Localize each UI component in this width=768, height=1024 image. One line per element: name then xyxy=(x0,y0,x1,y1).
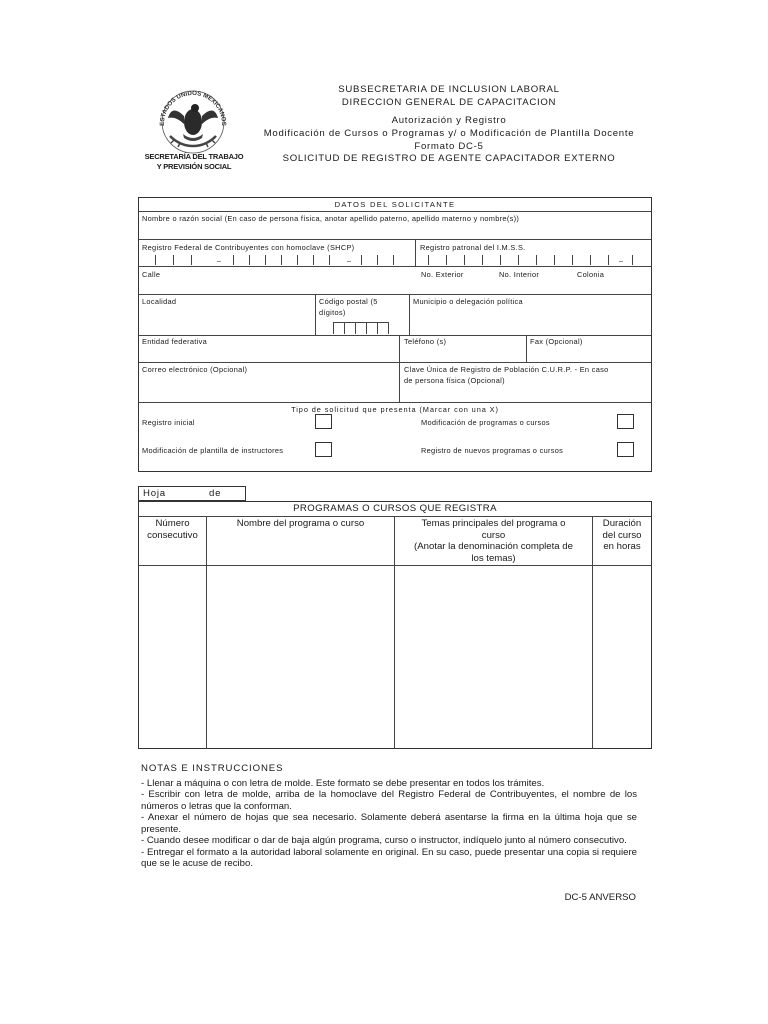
duration-cell[interactable] xyxy=(593,566,651,748)
sheet-number-box[interactable] xyxy=(138,486,246,501)
postal-code-boxes[interactable] xyxy=(333,322,393,335)
postal-code-label: Código postal (5 xyxy=(319,297,378,306)
curp-field-label-2: de persona física (Opcional) xyxy=(404,376,505,385)
address-field[interactable] xyxy=(139,280,651,293)
program-name-cell[interactable] xyxy=(207,566,394,748)
header-authorization: Autorización y Registro xyxy=(391,115,507,126)
state-field-label: Entidad federativa xyxy=(142,337,207,346)
ext-number-label: No. Exterior xyxy=(421,270,464,279)
col-header-number: Número consecutivo xyxy=(147,518,198,541)
sheet-of-label: de xyxy=(209,488,222,499)
header-modification: Modificación de Cursos o Programas y/ o Modificación de Plantilla Docente xyxy=(263,128,635,139)
new-programs-label: Registro de nuevos programas o cursos xyxy=(421,446,564,455)
header-form-title: SOLICITUD DE REGISTRO DE AGENTE CAPACITADOR EXTERNO xyxy=(282,153,616,164)
programs-table-title: PROGRAMAS O CURSOS QUE REGISTRA xyxy=(293,503,497,514)
imss-input-boxes[interactable]: _ xyxy=(416,254,651,266)
new-programs-checkbox[interactable] xyxy=(617,442,634,457)
fax-field-label: Fax (Opcional) xyxy=(530,337,583,346)
ministry-line-2: Y PREVISIÓN SOCIAL xyxy=(156,162,232,171)
phone-field-label: Teléfono (s) xyxy=(404,337,447,346)
sheet-label: Hoja xyxy=(143,488,166,499)
colonia-label: Colonia xyxy=(577,270,605,279)
note-item: - Llenar a máquina o con letra de molde. Este formato se debe presentar en todos los trámites. xyxy=(141,777,545,789)
name-field[interactable] xyxy=(139,224,651,238)
mexican-coat-of-arms-seal xyxy=(150,82,236,154)
int-number-label: No. Interior xyxy=(499,270,540,279)
initial-registration-checkbox[interactable] xyxy=(315,414,332,429)
col-header-topics: Temas principales del programa o curso (Anotar la denominación completa de los temas) xyxy=(414,518,573,564)
modify-instructors-label: Modificación de plantilla de instructores xyxy=(142,446,284,455)
locality-field-label: Localidad xyxy=(142,297,177,306)
note-item: - Cuando desee modificar o dar de baja algún programa, curso o instructor, indíquelo junto al número consecutivo. xyxy=(141,835,627,846)
note-item: - Anexar el número de hojas que sea necesario. Solamente deberá asentarse la firma en la última hoja que se presente. xyxy=(141,812,637,835)
request-type-title: Tipo de solicitud que presenta (Marcar con una X) xyxy=(291,405,499,414)
postal-code-label-2: dígitos) xyxy=(319,308,346,317)
notes-section xyxy=(141,763,637,870)
modify-instructors-checkbox[interactable] xyxy=(315,442,332,457)
col-header-duration: Duración del curso en horas xyxy=(602,518,642,552)
header-form-number: Formato DC-5 xyxy=(414,141,484,152)
ministry-line-1: SECRETARÍA DEL TRABAJO xyxy=(144,152,244,161)
name-field-label: Nombre o razón social (En caso de persona física, anotar apellido paterno, apellido materno y nombre(s)) xyxy=(142,214,520,223)
section-title-applicant: DATOS DEL SOLICITANTE xyxy=(334,200,456,209)
header-undersecretariat: SUBSECRETARIA DE INCLUSION LABORAL xyxy=(338,84,560,95)
street-field-label: Calle xyxy=(142,270,161,279)
curp-field-label: Clave Única de Registro de Población C.U.R.P. - En caso xyxy=(404,365,609,374)
imss-field-label: Registro patronal del I.M.S.S. xyxy=(420,243,526,252)
notes-title: NOTAS E INSTRUCCIONES xyxy=(141,763,284,774)
rfc-input-boxes[interactable]: _ _ xyxy=(139,254,414,266)
ministry-name xyxy=(136,152,252,172)
svg-text:ESTADOS UNIDOS MEXICANOS: ESTADOS UNIDOS MEXICANOS xyxy=(158,89,228,126)
number-cell[interactable] xyxy=(139,566,206,748)
modify-programs-checkbox[interactable] xyxy=(617,414,634,429)
col-header-program-name: Nombre del programa o curso xyxy=(236,518,365,529)
form-side-label: DC-5 ANVERSO xyxy=(564,892,636,903)
note-item: - Entregar el formato a la autoridad laboral solamente en original. En su caso, puede presentar una copia si requiere que se le acuse de recibo. xyxy=(141,846,637,869)
programs-table xyxy=(138,501,652,749)
modify-programs-label: Modificación de programas o cursos xyxy=(421,418,550,427)
municipality-field-label: Municipio o delegación política xyxy=(413,297,523,306)
topics-cell[interactable] xyxy=(395,566,592,748)
applicant-data-form xyxy=(138,197,652,472)
email-field-label: Correo electrónico (Opcional) xyxy=(142,365,248,374)
header-directorate: DIRECCION GENERAL DE CAPACITACION xyxy=(341,97,557,108)
initial-registration-label: Registro inicial xyxy=(142,418,195,427)
rfc-field-label: Registro Federal de Contribuyentes con homoclave (SHCP) xyxy=(142,243,355,252)
note-item: - Escribir con letra de molde, arriba de la homoclave del Registro Federal de Contribuyentes, el nombre de los números o letras que la conforman. xyxy=(141,789,637,812)
